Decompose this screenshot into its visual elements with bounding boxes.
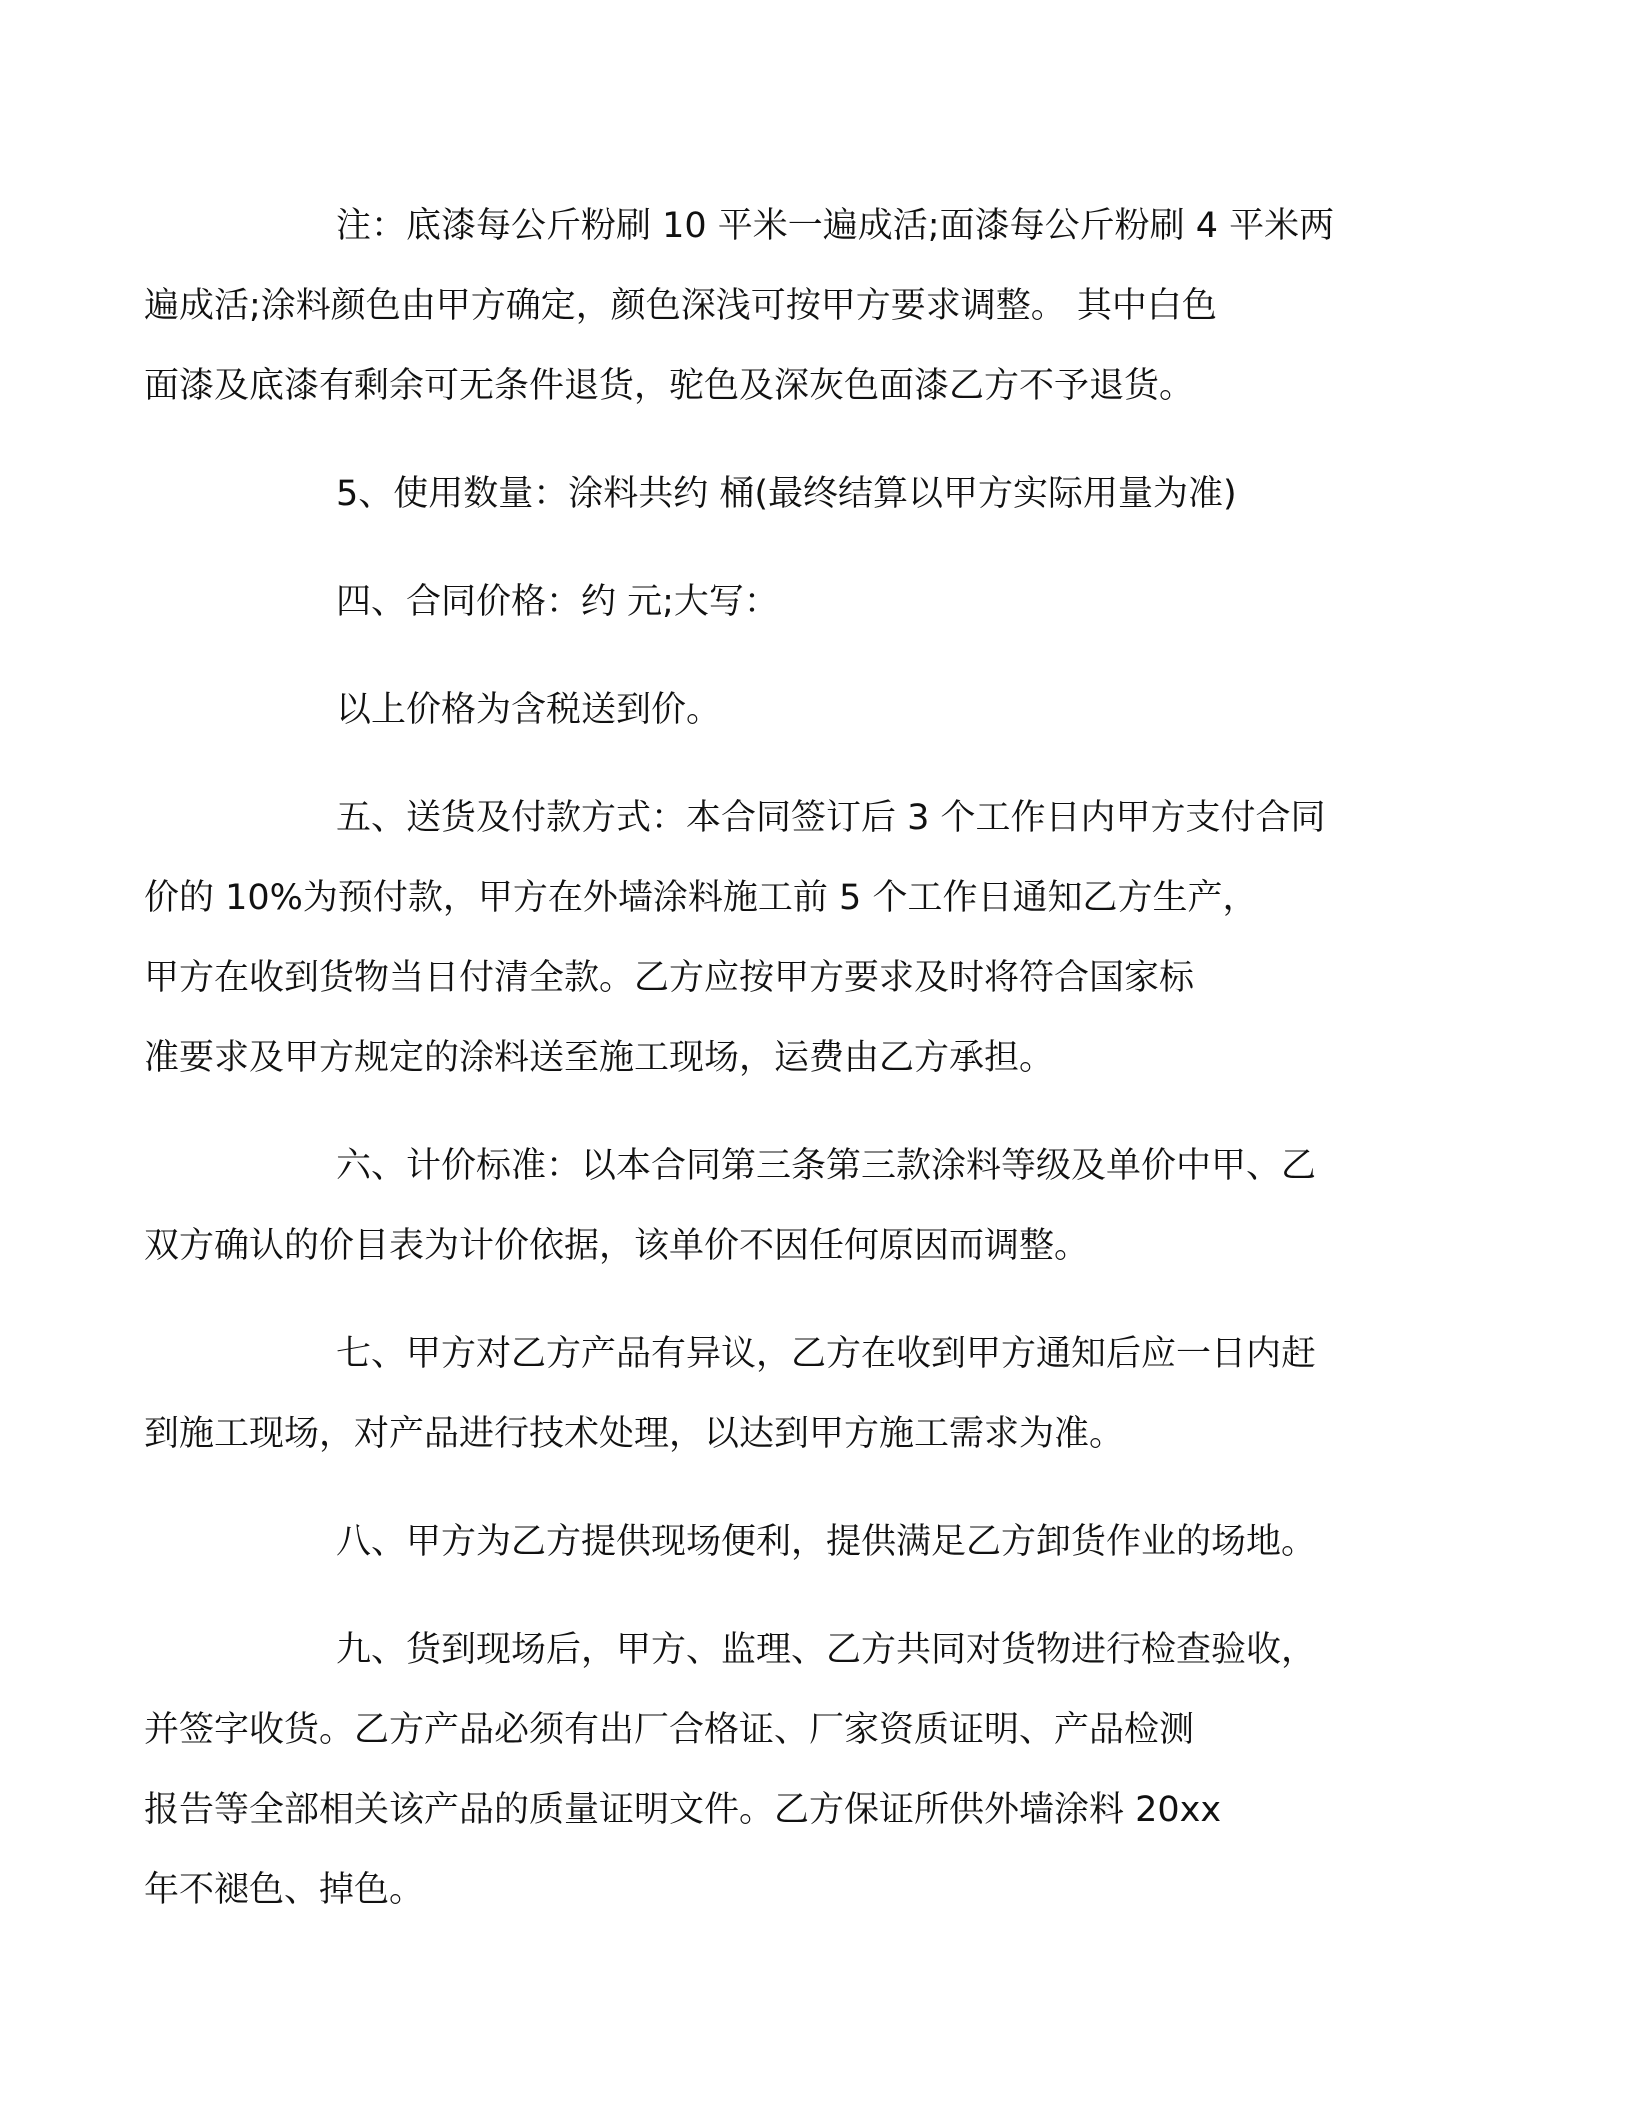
paragraph-usage bbox=[240, 454, 1380, 534]
text-line: 准要求及甲方规定的涂料送至施工现场，运费由乙方承担。 bbox=[144, 1038, 1055, 1078]
paragraph-price-note bbox=[240, 670, 1380, 750]
text-line: 注：底漆每公斤粉刷 10 平米一遍成活;面漆每公斤粉刷 4 平米两 bbox=[336, 206, 1335, 246]
text-line: 遍成活;涂料颜色由甲方确定，颜色深浅可按甲方要求调整。 其中白色 bbox=[144, 286, 1217, 326]
text-line: 六、计价标准：以本合同第三条第三款涂料等级及单价中甲、乙 bbox=[336, 1146, 1317, 1186]
text-line: 5、使用数量：涂料共约 桶(最终结算以甲方实际用量为准) bbox=[336, 474, 1237, 514]
paragraph-inspection bbox=[144, 1610, 1380, 1930]
text-line: 七、甲方对乙方产品有异议，乙方在收到甲方通知后应一日内赶 bbox=[336, 1334, 1317, 1374]
text-line: 以上价格为含税送到价。 bbox=[336, 690, 722, 730]
text-line: 报告等全部相关该产品的质量证明文件。乙方保证所供外墙涂料 20xx bbox=[144, 1790, 1222, 1830]
paragraph-delivery bbox=[144, 778, 1380, 1098]
paragraph-site bbox=[240, 1502, 1380, 1582]
text-line: 八、甲方为乙方提供现场便利，提供满足乙方卸货作业的场地。 bbox=[336, 1522, 1317, 1562]
text-line: 年不褪色、掉色。 bbox=[144, 1870, 425, 1910]
paragraph-objection bbox=[144, 1314, 1380, 1474]
paragraph-price bbox=[240, 562, 1380, 642]
text-line: 到施工现场，对产品进行技术处理，以达到甲方施工需求为准。 bbox=[144, 1414, 1125, 1454]
text-line: 五、送货及付款方式：本合同签订后 3 个工作日内甲方支付合同 bbox=[336, 798, 1326, 838]
text-line: 四、合同价格：约 元;大写： bbox=[336, 582, 779, 622]
text-line: 双方确认的价目表为计价依据，该单价不因任何原因而调整。 bbox=[144, 1226, 1090, 1266]
paragraph-note bbox=[144, 186, 1380, 426]
text-line: 价的 10%为预付款，甲方在外墙涂料施工前 5 个工作日通知乙方生产， bbox=[144, 878, 1258, 918]
document-body bbox=[144, 186, 1380, 1958]
text-line: 并签字收货。乙方产品必须有出厂合格证、厂家资质证明、产品检测 bbox=[144, 1710, 1195, 1750]
text-line: 九、货到现场后，甲方、监理、乙方共同对货物进行检查验收， bbox=[336, 1630, 1317, 1670]
paragraph-pricing-standard bbox=[144, 1126, 1380, 1286]
text-line: 面漆及底漆有剩余可无条件退货，驼色及深灰色面漆乙方不予退货。 bbox=[144, 366, 1195, 406]
text-line: 甲方在收到货物当日付清全款。乙方应按甲方要求及时将符合国家标 bbox=[144, 958, 1195, 998]
